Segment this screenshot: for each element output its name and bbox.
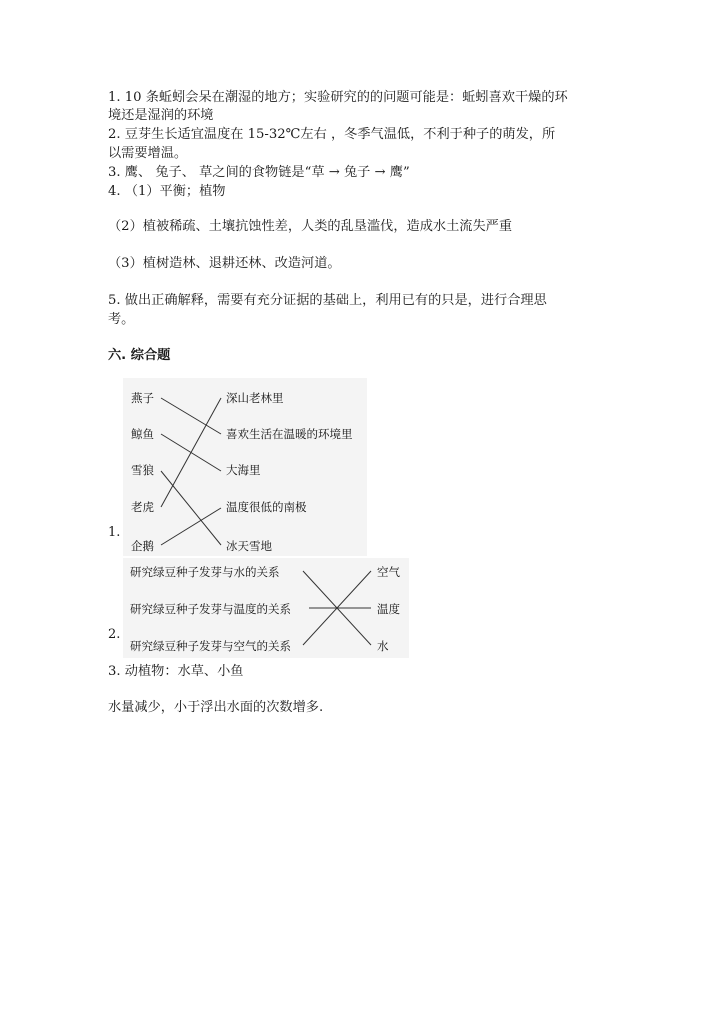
q2-right-0: 空气 xyxy=(377,565,400,579)
answer-5-line-2: 考。 xyxy=(108,312,135,327)
q1-left-2: 雪狼 xyxy=(131,463,154,477)
q1-left-3: 老虎 xyxy=(131,500,154,514)
q1-link-laohu xyxy=(161,398,221,507)
q2-right-1: 温度 xyxy=(377,602,400,616)
answer-5-line-1: 5. 做出正确解释，需要有充分证据的基础上，利用已有的只是，进行合理思 xyxy=(108,293,547,308)
q1-link-xuelang xyxy=(161,471,221,545)
figure-1-matching xyxy=(123,378,367,556)
answer-2-line-2: 以需要增温。 xyxy=(108,146,188,161)
answer-1-line-2: 境还是湿润的环境 xyxy=(108,108,214,123)
q1-link-yanzi xyxy=(161,398,221,434)
q2-left-2: 研究绿豆种子发芽与空气的关系 xyxy=(130,639,291,653)
answer-1-line-1: 1. 10 条蚯蚓会呆在潮湿的地方；实验研究的的问题可能是：蚯蚓喜欢干燥的环 xyxy=(108,90,568,105)
q1-right-1: 喜欢生活在温暖的环境里 xyxy=(226,427,353,441)
q1-link-qie xyxy=(161,508,221,545)
q1-right-2: 大海里 xyxy=(226,463,261,477)
q2-connector-lines xyxy=(123,558,409,658)
q1-right-3: 温度很低的南极 xyxy=(226,500,307,514)
answer-4-part-3: （3）植树造林、退耕还林、改造河道。 xyxy=(108,256,341,271)
answer-6-3-extra: 水量减少，小于浮出水面的次数增多. xyxy=(108,700,324,715)
q2-right-2: 水 xyxy=(377,639,389,653)
q1-right-4: 冰天雪地 xyxy=(226,539,272,553)
answer-2-line-1: 2. 豆芽生长适宜温度在 15-32℃左右 ，冬季气温低，不利于种子的萌发，所 xyxy=(108,127,556,142)
figure-2-matching xyxy=(123,558,409,658)
q2-left-0: 研究绿豆种子发芽与水的关系 xyxy=(130,565,280,579)
answer-6-3: 3. 动植物：水草、小鱼 xyxy=(108,664,244,679)
q1-left-4: 企鹅 xyxy=(131,539,154,553)
q1-left-1: 鲸鱼 xyxy=(131,427,154,441)
q1-connector-lines xyxy=(123,378,367,556)
figure-1-number: 1. xyxy=(108,525,121,540)
q1-left-0: 燕子 xyxy=(131,391,154,405)
q1-right-0: 深山老林里 xyxy=(226,391,284,405)
answer-4-part-1: 4. （1）平衡；植物 xyxy=(108,184,226,199)
q2-left-1: 研究绿豆种子发芽与温度的关系 xyxy=(130,602,291,616)
answer-3: 3. 鹰、 兔子、 草之间的食物链是“草 → 兔子 → 鹰” xyxy=(108,165,410,180)
section-6-heading: 六. 综合题 xyxy=(108,348,171,363)
answer-4-part-2: （2）植被稀疏、土壤抗蚀性差，人类的乱垦滥伐，造成水土流失严重 xyxy=(108,219,513,234)
figure-2-number: 2. xyxy=(108,627,121,642)
